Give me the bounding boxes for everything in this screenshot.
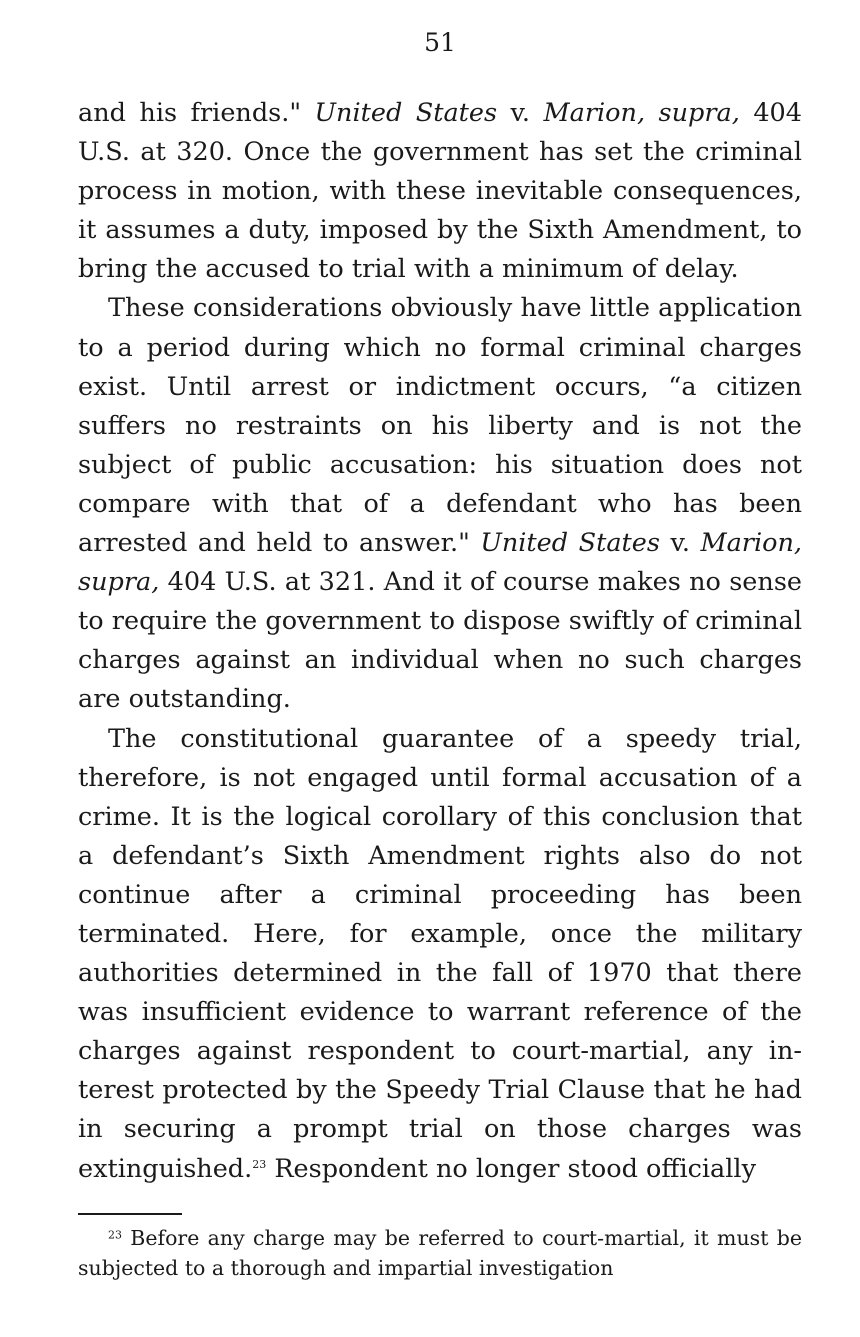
paragraph	[78, 94, 802, 289]
text-run: and his friends."	[78, 98, 315, 128]
case-name: Marion, supra,	[543, 98, 740, 128]
text-run: 404 U.S. at 320. Once the government has set the criminal process in motion, with these inevitable consequences, it assumes a duty, imposed by the Sixth Amendment, to bring the accused to trial with a minimum of delay.	[78, 98, 802, 285]
text-run: 404 U.S. at 321. And it of course makes no sense to require the government to dispose swiftly of criminal charges against an individual when no such charges are outstanding.	[78, 567, 802, 715]
footnote	[78, 1223, 802, 1283]
text-run: v.	[497, 98, 544, 128]
text-run: Respondent no longer stood officially	[266, 1153, 756, 1184]
text-run: These considerations obviously have little application to a period during which no formal criminal charges exist. Until arrest or indictment occurs, “a citizen suffers no restraints on his liberty and is not the subject of public accusation: his situation does not compare with that of a defendant who has been arrested and held to answer."	[78, 293, 802, 559]
footnote-text: Before any charge may be referred to court-martial, it must be subjected to a thorough and impartial investigation	[78, 1225, 802, 1280]
case-name: United States	[480, 528, 660, 559]
footnote-reference: 23	[252, 1157, 267, 1171]
case-name: Marion, supra,	[78, 528, 802, 598]
body-text	[78, 94, 802, 1189]
footnote-divider	[78, 1213, 182, 1215]
document-page	[78, 26, 802, 1283]
case-name: United States	[314, 98, 498, 128]
footnote-marker: 23	[108, 1228, 122, 1242]
paragraph	[78, 720, 802, 1189]
text-run: v.	[659, 528, 701, 559]
text-run: The constitutional guarantee of a speedy trial, therefore, is not engaged until formal accusation of a crime. It is the logical corollary of this conclusion that a defendant’s Sixth Amendment rights also do not continue after a criminal proceeding has been terminated. Here, for example, once the military authorities determined in the fall of 1970 that there was insufficient evidence to warrant reference of the charges against respondent to court-martial, any interest protected by the Speedy Trial Clause that he had in securing a prompt trial on those charges was extinguished.	[78, 723, 802, 1184]
page-number: 51	[424, 28, 456, 57]
paragraph	[78, 289, 802, 719]
